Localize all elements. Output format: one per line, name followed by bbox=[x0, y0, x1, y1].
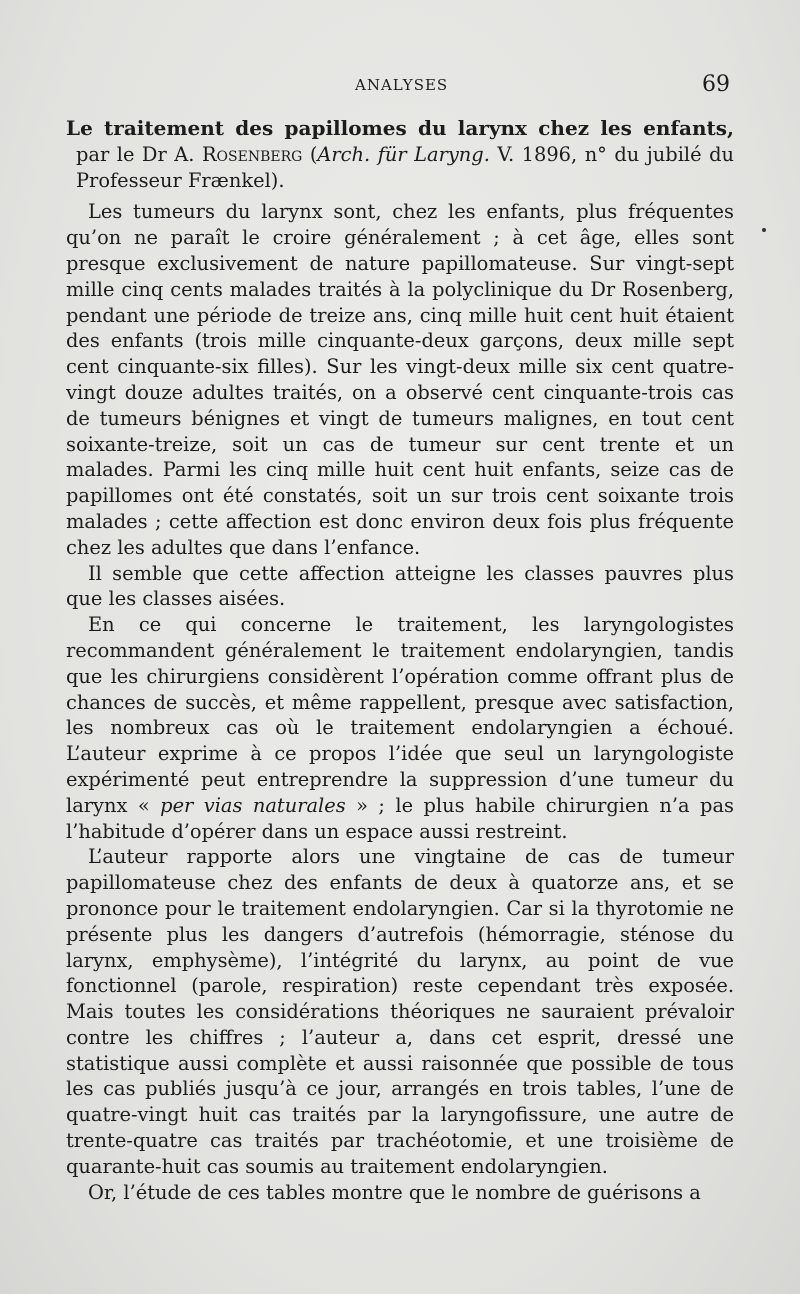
journal-name: Arch. für Laryng. bbox=[317, 142, 490, 166]
paragraph-3-start: En ce qui concerne le traitement, les laryngologistes recommandent généralement le traitement endolaryngien, tandis que les chirurgiens considèrent l’opération comme offrant plus de chances de succès, et même rappellent, presque avec satisfaction, les nombreux cas où le traitement endolaryngien a échoué. L’auteur exprime à ce propos l’idée que seul un laryngologiste expérimenté peut entreprendre la suppression d’une tumeur du larynx « bbox=[66, 613, 734, 817]
paragraph-4: L’auteur rapporte alors une vingtaine de cas de tumeur papillomateuse chez des enfants de deux à quatorze ans, et se prononce pour le traitement endolaryngien. Car si la thyrotomie ne présente plus les dangers d’autrefois (hémorragie, sténose du larynx, emphysème), l’intégrité du larynx, au point de vue fonctionnel (parole, respiration) reste cependant très exposée. Mais toutes les considérations théoriques ne sauraient prévaloir contre les chiffres ; l’auteur a, dans cet esprit, dressé une statistique aussi complète et aussi raisonnée que possible de tous les cas publiés jusqu’à ce jour, arrangés en trois tables, l’une de quatre-vingt huit cas traités par la laryngofissure, une autre de trente-quatre cas traités par trachéotomie, et une troisième de quarante-huit cas soumis au traitement endolaryngien. bbox=[66, 845, 734, 1178]
article-title: Le traitement des papillomes du larynx chez les enfants, bbox=[66, 116, 734, 140]
running-head: ANALYSES bbox=[355, 76, 449, 94]
paragraph-3-end: » ; le plus habile chirurgien n’a pas l’habitude d’opérer dans un espace aussi restreint. bbox=[66, 793, 734, 843]
author-name: Rosenberg bbox=[201, 142, 303, 166]
paragraph-5: Or, l’étude de ces tables montre que le nombre de guérisons a bbox=[88, 1180, 701, 1204]
page-number: 69 bbox=[702, 72, 730, 97]
article-body bbox=[66, 116, 734, 1205]
ink-spot bbox=[762, 228, 766, 232]
paren-open: ( bbox=[309, 142, 318, 166]
byline-prefix: par le Dr A. bbox=[76, 142, 195, 166]
paragraph-3 bbox=[66, 612, 734, 844]
citation-rest: V. 1896, n° du jubilé du Professeur Frænkel). bbox=[76, 142, 734, 192]
paragraph-1: Les tumeurs du larynx sont, chez les enfants, plus fréquentes qu’on ne paraît le croire généralement ; à cet âge, elles sont presque exclusivement de nature papillomateuse. Sur vingt-sept mille cinq cents malades traités à la polyclinique du Dr Rosenberg, pendant une période de treize ans, cinq mille huit cent huit étaient des enfants (trois mille cinquante-deux garçons, deux mille sept cent cinquante-six filles). Sur les vingt-deux mille six cent quatre-vingt douze adultes traités, on a observé cent cinquante-trois cas de tumeurs bénignes et vingt de tumeurs malignes, en tout cent soixante-treize, soit un cas de tumeur sur cent trente et un malades. Parmi les cinq mille huit cent huit enfants, seize cas de papillomes ont été constatés, soit un sur trois cent soixante trois malades ; cette affection est donc environ deux fois plus fréquente chez les adultes que dans l’enfance. bbox=[66, 200, 734, 559]
paragraph-2: Il semble que cette affection atteigne les classes pauvres plus que les classes aisées. bbox=[66, 561, 734, 611]
latin-phrase: per vias naturales bbox=[160, 793, 346, 817]
article-heading bbox=[66, 116, 734, 193]
